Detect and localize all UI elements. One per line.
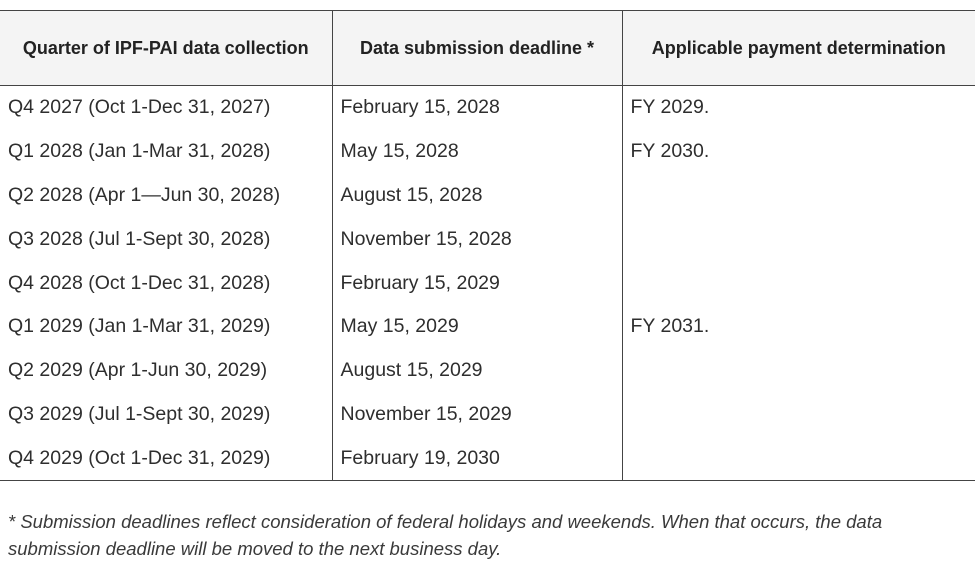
cell-payment	[622, 174, 975, 218]
cell-deadline: May 15, 2029	[332, 305, 622, 349]
cell-deadline: November 15, 2028	[332, 217, 622, 261]
cell-payment: FY 2031.	[622, 305, 975, 349]
cell-deadline: August 15, 2029	[332, 349, 622, 393]
table-row	[0, 86, 975, 130]
cell-quarter: Q4 2028 (Oct 1-Dec 31, 2028)	[8, 271, 271, 294]
cell-deadline: February 15, 2029	[332, 261, 622, 305]
table-row	[0, 130, 975, 174]
submission-deadline-table	[0, 10, 975, 481]
submission-deadline-table-container	[0, 10, 975, 481]
cell-payment	[622, 436, 975, 480]
table-row	[0, 436, 975, 480]
cell-quarter: Q2 2028 (Apr 1—Jun 30, 2028)	[8, 183, 281, 206]
cell-payment	[622, 261, 975, 305]
table-row	[0, 174, 975, 218]
table-body	[0, 86, 975, 481]
cell-deadline: May 15, 2028	[332, 130, 622, 174]
cell-deadline: February 15, 2028	[332, 86, 622, 130]
cell-quarter: Q1 2029 (Jan 1-Mar 31, 2029)	[8, 315, 271, 338]
cell-payment	[622, 349, 975, 393]
cell-quarter: Q1 2028 (Jan 1-Mar 31, 2028)	[8, 140, 271, 163]
cell-quarter: Q2 2029 (Apr 1-Jun 30, 2029)	[8, 359, 268, 382]
table-header-row	[0, 11, 975, 86]
cell-quarter: Q3 2029 (Jul 1-Sept 30, 2029)	[8, 402, 271, 425]
cell-payment: FY 2030.	[622, 130, 975, 174]
table-header	[0, 11, 975, 86]
cell-payment: FY 2029.	[622, 86, 975, 130]
table-row	[0, 217, 975, 261]
table-row	[0, 393, 975, 437]
footnote: * Submission deadlines reflect consideration of federal holidays and weekends. When that occurs, the data submission deadline will be moved to the next business day.	[8, 511, 883, 559]
cell-quarter: Q4 2027 (Oct 1-Dec 31, 2027)	[8, 96, 271, 119]
cell-deadline: November 15, 2029	[332, 393, 622, 437]
table-row	[0, 261, 975, 305]
cell-quarter: Q4 2029 (Oct 1-Dec 31, 2029)	[0, 436, 332, 480]
table-row	[0, 305, 975, 349]
cell-deadline: February 19, 2030	[332, 436, 622, 480]
header-quarter: Quarter of IPF-PAI data collection	[0, 11, 332, 86]
header-deadline: Data submission deadline *	[332, 11, 622, 86]
table-row	[0, 349, 975, 393]
header-payment-determination: Applicable payment determination	[622, 11, 975, 86]
cell-payment	[622, 217, 975, 261]
cell-quarter: Q3 2028 (Jul 1-Sept 30, 2028)	[8, 227, 271, 250]
cell-payment	[622, 393, 975, 437]
cell-deadline: August 15, 2028	[332, 174, 622, 218]
